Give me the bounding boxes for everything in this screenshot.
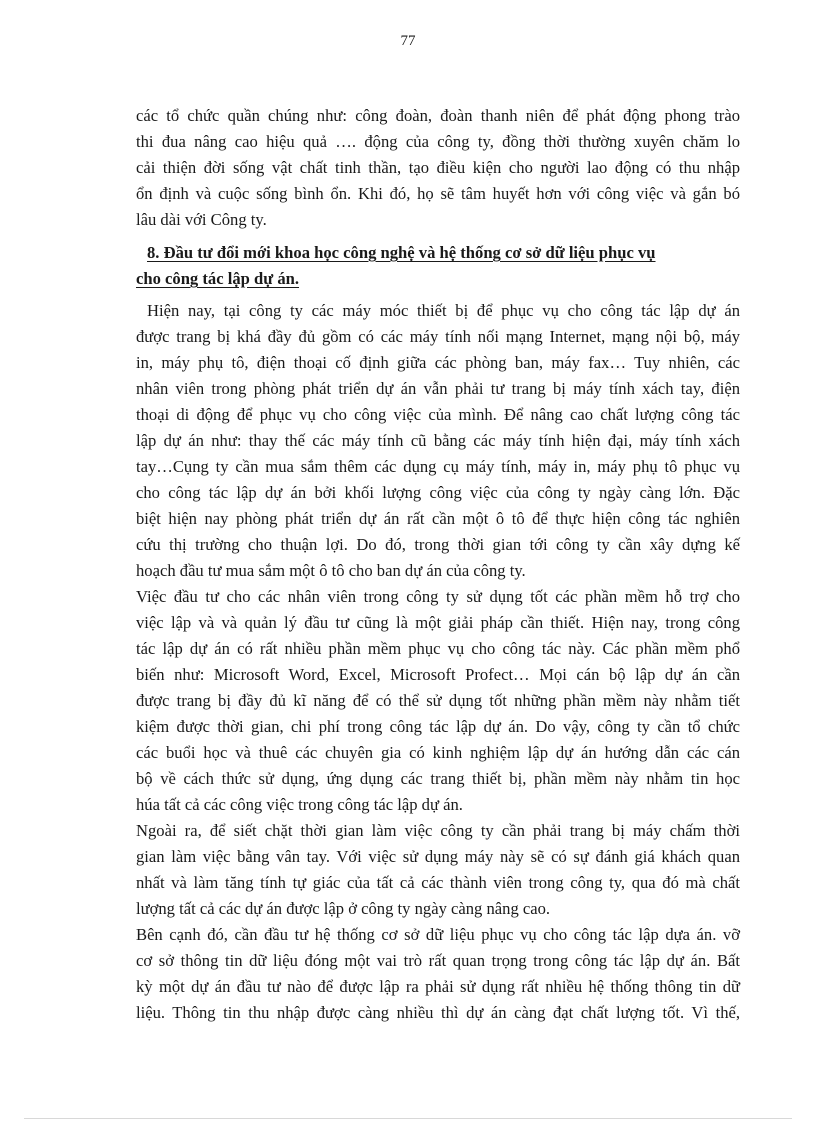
text-line: cho công tác lập dự án bởi khối lượng công việc của công ty ngày càng lớn. Đặc <box>136 483 740 502</box>
text-line: Ngoài ra, để siết chặt thời gian làm việc công ty cần phải trang bị máy chấm thời <box>136 821 740 840</box>
text-line: tác lập dự án có rất nhiều phần mềm phục vụ cho công tác này. Các phần mềm phổ <box>136 639 740 658</box>
text-line: được trang bị đầy đủ kĩ năng để có thể sử dụng tốt những phần mềm này nhằm tiết <box>136 691 740 710</box>
text-line: liệu. Thông tin thu nhập được càng nhiều thì dự án càng đạt chất lượng tốt. Vì thế, <box>136 1003 740 1022</box>
text-line: được trang bị khá đầy đủ gồm có các máy tính nối mạng Internet, mạng nội bộ, máy <box>136 327 740 346</box>
text-line: nhất và làm tăng tính tự giác của tất cả các thành viên trong công ty, qua đó mà chất <box>136 873 740 892</box>
text-line: biến như: Microsoft Word, Excel, Microsoft Profect… Mọi cán bộ lập dự án cần <box>136 665 740 684</box>
text-line: Bên cạnh đó, cần đầu tư hệ thống cơ sở dữ liệu phục vụ cho công tác lập dựa án. vỡ <box>136 925 740 944</box>
text-line: in, máy phụ tô, điện thoại cố định giữa các phòng ban, máy fax… Tuy nhiên, các <box>136 353 740 372</box>
text-line: tay…Cụng ty cần mua sắm thêm các dụng cụ máy tính, máy in, máy phụ tô phục vụ <box>136 457 740 476</box>
text-line: lượng tất cả các dự án được lập ở công ty ngày càng nâng cao. <box>136 899 551 918</box>
text-line: cơ sở thông tin dữ liệu đóng một vai trò rất quan trọng trong công tác lập dự án. Bất <box>136 951 740 970</box>
text-line: hoạch đầu tư mua sắm một ô tô cho ban dự án của công ty. <box>136 561 526 580</box>
text-line: thoại di động để phục vụ cho công việc của mình. Để nâng cao chất lượng công tác <box>136 405 740 424</box>
page-bottom-rule <box>24 1118 792 1119</box>
section-heading-line: cho công tác lập dự án. <box>136 269 300 288</box>
text-line: kỳ một dự án đầu tư nào để được lập ra phải sử dụng rất nhiều hệ thống thông tin dữ <box>136 977 740 996</box>
text-line: thi đua nâng cao hiệu quả …. động của công ty, đồng thời thường xuyên chăm lo <box>136 132 740 151</box>
text-line: ổn định và cuộc sống bình ổn. Khi đó, họ sẽ tâm huyết hơn với công việc và gắn bó <box>136 184 740 203</box>
text-line: các tổ chức quần chúng như: công đoàn, đoàn thanh niên để phát động phong trào <box>136 106 740 125</box>
section-heading-line: 8. Đầu tư đổi mới khoa học công nghệ và hệ thống cơ sở dữ liệu phục vụ <box>147 243 656 262</box>
text-line: nhân viên trong phòng phát triển dự án vẫn phải tư trang bị máy tính xách tay, điện <box>136 379 740 398</box>
text-line: Hiện nay, tại công ty các máy móc thiết bị để phục vụ cho công tác lập dự án <box>147 301 740 320</box>
text-line: việc lập và và quản lý đầu tư cũng là một giải pháp cần thiết. Hiện nay, trong công <box>136 613 740 632</box>
text-line: cải thiện đời sống vật chất tinh thần, tạo điều kiện cho người lao động có thu nhập <box>136 158 740 177</box>
text-line: lập dự án như: thay thế các máy tính cũ bằng các máy tính hiện đại, máy tính xách <box>136 431 740 450</box>
text-line: bộ về cách thức sử dụng, ứng dụng các trang thiết bị, phần mềm này nhằm tin học <box>136 769 740 788</box>
text-line: Việc đầu tư cho các nhân viên trong công ty sử dụng tốt các phần mềm hỗ trợ cho <box>136 587 740 606</box>
text-line: cứu thị trường cho thuận lợi. Do đó, trong thời gian tới công ty cần xây dựng kế <box>136 535 740 554</box>
text-line: húa tất cả các công việc trong công tác lập dự án. <box>136 795 463 814</box>
text-line: các buổi học và thuê các chuyên gia có kinh nghiệm lập dự án hướng dẫn các cán <box>136 743 740 762</box>
text-line: lâu dài với Công ty. <box>136 210 267 229</box>
text-line: gian làm việc bằng vân tay. Với việc sử dụng máy này sẽ có sự đánh giá khách quan <box>136 847 740 866</box>
page-number: 77 <box>400 33 416 49</box>
text-line: kiệm được thời gian, chi phí trong công tác lập dự án. Do vậy, công ty cần tổ chức <box>136 717 740 736</box>
text-line: biệt hiện nay phòng phát triển dự án rất cần một ô tô để thực hiện công tác nghiên <box>136 509 740 528</box>
